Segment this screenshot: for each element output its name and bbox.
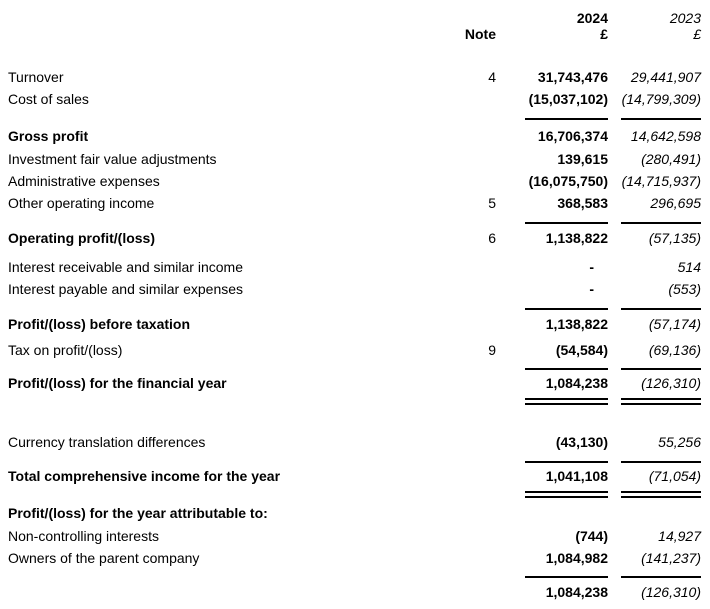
value-2023: (57,135) [648,230,701,246]
year-2024-header: 2024 [576,10,608,26]
value-2024: (43,130) [555,434,608,450]
row-label: Gross profit [8,128,89,144]
value-2023: 296,695 [650,195,701,211]
row-operating-profit [8,226,701,250]
rule-2024 [525,118,608,120]
row-profit-before-taxation [8,312,701,336]
row-profit-for-financial-year [8,372,701,394]
double-rule-2024 [525,398,608,405]
rule-2023 [621,308,701,310]
row-label: Other operating income [8,195,155,211]
subtotal-rule [8,118,701,120]
value-2023: 29,441,907 [630,69,701,85]
row-other-operating-income [8,192,701,214]
value-2024: 16,706,374 [537,128,608,144]
double-rule-2024 [525,491,608,498]
note-value: 9 [488,342,496,358]
row-interest-receivable [8,256,701,278]
currency-2023-header: £ [693,26,701,42]
row-label: Profit/(loss) for the year attributable to: [8,505,268,521]
total-double-rule [8,398,701,405]
value-2024: 31,743,476 [537,69,608,85]
note-value: 5 [488,195,496,211]
note-value: 4 [488,69,496,85]
value-2023: (69,136) [648,342,701,358]
value-2024: (744) [575,528,608,544]
value-2024: 139,615 [557,151,608,167]
row-label: Investment fair value adjustments [8,151,217,167]
total-double-rule [8,491,701,498]
row-label: Non-controlling interests [8,528,159,544]
row-interest-payable [8,278,701,300]
subtotal-rule [8,368,701,370]
value-2024: - [589,281,594,297]
row-label: Administrative expenses [8,173,160,189]
value-2024: - [589,259,594,275]
subtotal-rule [8,222,701,224]
row-label: Interest receivable and similar income [8,259,243,275]
row-attributable-total [8,580,701,604]
value-2023: 14,927 [658,528,701,544]
row-cost-of-sales [8,88,701,110]
row-label: Profit/(loss) for the financial year [8,375,227,391]
rule-2024 [525,576,608,578]
note-column-header: Note [464,26,496,42]
value-2024: 1,084,982 [545,550,608,566]
year-2023-header: 2023 [669,10,701,26]
rule-2023 [621,368,701,370]
double-rule-2023 [621,491,701,498]
row-label: Tax on profit/(loss) [8,342,123,358]
value-2023: 514 [677,259,701,275]
row-currency-translation [8,431,701,453]
row-non-controlling-interests [8,525,701,547]
double-rule-2023 [621,398,701,405]
row-label: Turnover [8,69,64,85]
row-attributable-heading [8,501,701,525]
column-header-units [8,26,701,42]
subtotal-rule [8,308,701,310]
row-owners-of-parent [8,547,701,569]
value-2024: 1,138,822 [545,230,608,246]
value-2023: (57,174) [648,316,701,332]
row-label: Profit/(loss) before taxation [8,316,191,332]
value-2024: 1,138,822 [545,316,608,332]
subtotal-rule [8,576,701,578]
row-investment-fair-value [8,148,701,170]
rule-2023 [621,118,701,120]
value-2023: (553) [668,281,701,297]
rule-2024 [525,308,608,310]
value-2023: (126,310) [641,375,701,391]
value-2024: 1,084,238 [545,584,608,600]
value-2023: (14,715,937) [621,173,701,189]
row-tax-on-profit [8,338,701,362]
value-2024: (16,075,750) [528,173,608,189]
value-2023: (280,491) [641,151,701,167]
row-administrative-expenses [8,170,701,192]
value-2023: (71,054) [648,468,701,484]
rule-2023 [621,576,701,578]
rule-2023 [621,222,701,224]
subtotal-rule [8,461,701,463]
rule-2024 [525,461,608,463]
row-label: Owners of the parent company [8,550,200,566]
value-2023: 55,256 [658,434,701,450]
value-2024: 1,041,108 [545,468,608,484]
rule-2024 [525,368,608,370]
value-2024: 368,583 [557,195,608,211]
value-2023: 14,642,598 [630,128,701,144]
value-2023: (14,799,309) [621,91,701,107]
row-turnover [8,66,701,88]
column-header-years [8,10,701,26]
rule-2023 [621,461,701,463]
currency-2024-header: £ [600,26,608,42]
value-2024: 1,084,238 [545,375,608,391]
note-value: 6 [488,230,496,246]
row-label: Interest payable and similar expenses [8,281,244,297]
value-2023: (126,310) [641,584,701,600]
row-label: Operating profit/(loss) [8,230,155,246]
row-label: Total comprehensive income for the year [8,468,281,484]
row-label: Currency translation differences [8,434,206,450]
value-2024: (54,584) [555,342,608,358]
value-2023: (141,237) [641,550,701,566]
row-gross-profit [8,124,701,148]
rule-2024 [525,222,608,224]
value-2024: (15,037,102) [528,91,608,107]
row-label: Cost of sales [8,91,89,107]
row-total-comprehensive-income [8,465,701,487]
